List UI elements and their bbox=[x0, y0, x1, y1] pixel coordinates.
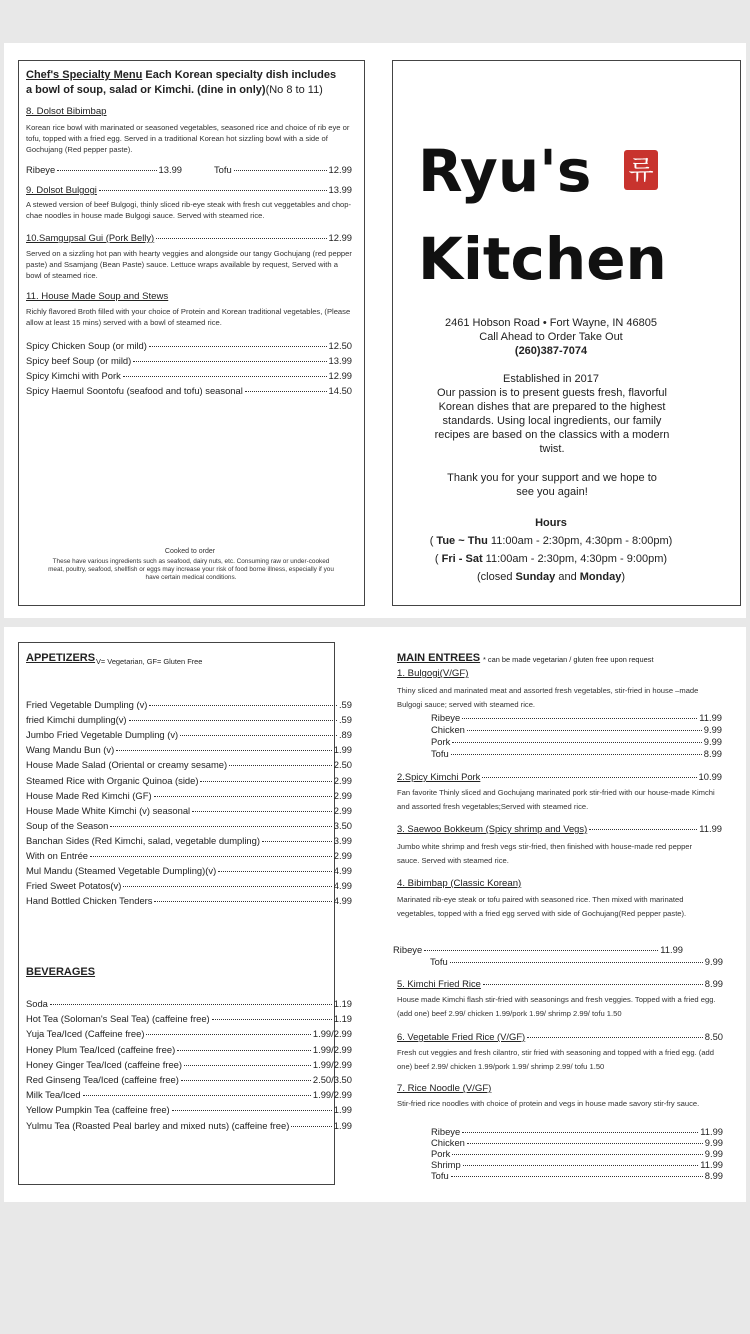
rice-noodle-desc: Stir-fried rice noodles with choice of protein and vegs in house made savory stir-fry sauce. bbox=[397, 1099, 700, 1108]
hours-tue-thu-days: Tue ~ Thu bbox=[436, 535, 488, 547]
beverage-row-price: 1.19 bbox=[333, 1013, 352, 1025]
closed-and: and bbox=[558, 571, 577, 583]
rice-noodle-option-row-name: Tofu bbox=[431, 1170, 449, 1181]
appetizer-row bbox=[26, 820, 352, 831]
kimchi-pork-desc: Fan favorite Thinly sliced and Gochujang marinated pork stir-fried with our house-made Kimchi and assorted fresh vegetables;Served with steamed rice. bbox=[397, 788, 715, 811]
address: 2461 Hobson Road • Fort Wayne, IN 46805 bbox=[445, 317, 657, 329]
logo-line1: Ryu's bbox=[418, 137, 592, 205]
dolsot-bulgogi-row bbox=[26, 184, 352, 195]
rice-noodle-option-row-price: 11.99 bbox=[700, 1126, 723, 1137]
appetizer-row bbox=[26, 759, 352, 770]
soup-price: 12.99 bbox=[328, 370, 352, 381]
cooked-to-order-title: Cooked to order bbox=[164, 548, 216, 555]
chef-specialty-sub: a bowl of soup, salad or Kimchi. (dine in only) bbox=[26, 84, 266, 96]
appetizer-row-name: Hand Bottled Chicken Tenders bbox=[26, 895, 153, 907]
veg-rice-desc: Fresh cut veggies and fresh cilantro, stir fried with seasoning and topped with a fried egg. (add one) beef 2.99/ chicken 1.99/pork 1.99/ shrimp 2.99/ tofu 1.50 bbox=[397, 1048, 715, 1071]
hours-title: Hours bbox=[535, 517, 567, 529]
appetizer-row-price: 2.99 bbox=[333, 850, 352, 861]
beverage-row-name: Honey Plum Tea/Iced (caffeine free) bbox=[26, 1043, 176, 1055]
beverage-row bbox=[26, 1028, 352, 1039]
beverage-row-name: Hot Tea (Soloman's Seal Tea) (caffeine free) bbox=[26, 1013, 210, 1025]
appetizer-row-price: .59 bbox=[338, 714, 352, 726]
closed-sunday: Sunday bbox=[515, 571, 556, 583]
main-entrees-title: MAIN ENTREES bbox=[397, 652, 481, 664]
appetizer-row-price: 3.50 bbox=[333, 819, 352, 831]
beverage-row bbox=[26, 1044, 352, 1055]
soup-row bbox=[26, 385, 352, 396]
appetizer-row-price: 3.99 bbox=[333, 834, 352, 846]
dolsot-bibimbap-ribeye-label: Ribeye bbox=[26, 164, 56, 175]
appetizer-row-name: Fried Vegetable Dumpling (v) bbox=[26, 699, 148, 710]
call-ahead: Call Ahead to Order Take Out bbox=[479, 331, 623, 343]
rice-noodle-option-row-name: Shrimp bbox=[431, 1159, 461, 1170]
kimchi-rice-title: 5. Kimchi Fried Rice bbox=[397, 978, 481, 989]
samgupsal-desc: Served on a sizzling hot pan with hearty veggies and alongside our tangy Gochujang (red pepper paste) and Ssamjang (Bean Paste) sauce. Lettuce wraps available by request, Served with a bowl of steamed rice. bbox=[26, 249, 352, 280]
beverage-row-price: 1.99/2.99 bbox=[312, 1058, 352, 1070]
beverage-row bbox=[26, 1059, 352, 1070]
bulgogi-option-row-name: Chicken bbox=[431, 724, 465, 735]
kimchi-pork-row bbox=[397, 771, 722, 782]
main-entrees-note: * can be made vegetarian / gluten free upon request bbox=[483, 655, 654, 664]
dolsot-bibimbap-tofu-price: 12.99 bbox=[328, 164, 352, 175]
appetizer-row-price: 2.50 bbox=[333, 759, 352, 771]
appetizer-row bbox=[26, 744, 352, 755]
chef-specialty-title: Chef's Specialty Menu bbox=[26, 69, 143, 81]
established: Established in 2017 bbox=[502, 373, 599, 385]
phone[interactable]: (260)387-7074 bbox=[514, 345, 588, 357]
beverage-row bbox=[26, 1104, 352, 1115]
rice-noodle-option-row bbox=[431, 1126, 723, 1137]
appetizer-row bbox=[26, 850, 352, 861]
samgupsal-row bbox=[26, 232, 352, 243]
dolsot-bibimbap-ribeye-row bbox=[26, 164, 182, 175]
appetizer-row-price: .89 bbox=[338, 729, 352, 741]
saewoo-row bbox=[397, 823, 722, 834]
appetizer-row-name: Banchan Sides (Red Kimchi, salad, vegetable dumpling) bbox=[26, 834, 260, 846]
appetizer-row-name: House Made Red Kimchi (GF) bbox=[26, 789, 152, 801]
bibimbap-ribeye-row bbox=[393, 944, 683, 955]
bulgogi-title: 1. Bulgogi(V/GF) bbox=[397, 668, 469, 679]
appetizer-row-name: Fried Sweet Potatos(v) bbox=[26, 880, 122, 892]
chef-specialty-title-rest: Each Korean specialty dish includes bbox=[145, 69, 337, 81]
appetizer-row-name: Mul Mandu (Steamed Vegetable Dumpling)(v) bbox=[26, 865, 217, 877]
rice-noodle-option-row bbox=[431, 1159, 723, 1170]
appetizer-row bbox=[26, 775, 352, 786]
beverage-row-name: Yellow Pumpkin Tea (caffeine free) bbox=[26, 1104, 170, 1116]
soup-name: Spicy Chicken Soup (or mild) bbox=[26, 340, 147, 351]
bulgogi-option-row bbox=[431, 736, 722, 747]
appetizer-row bbox=[26, 714, 352, 725]
kimchi-rice-price: 8.99 bbox=[704, 978, 723, 989]
rice-noodle-option-row bbox=[431, 1170, 723, 1181]
appetizer-row-price: 1.99 bbox=[333, 744, 352, 756]
appetizer-row-price: 2.99 bbox=[333, 774, 352, 786]
appetizer-row bbox=[26, 895, 352, 906]
hours-fri-sat: ( Fri - Sat 11:00am - 2:30pm, 4:30pm - 9:00pm) bbox=[434, 553, 668, 565]
bibimbap-tofu-price: 9.99 bbox=[704, 956, 723, 967]
bulgogi-option-row-price: 9.99 bbox=[703, 736, 722, 747]
appetizer-row-name: House Made Salad (Oriental or creamy sesame) bbox=[26, 759, 228, 771]
bulgogi-option-row-name: Pork bbox=[431, 736, 451, 747]
appetizer-row bbox=[26, 805, 352, 816]
kimchi-pork-price: 10.99 bbox=[698, 771, 722, 782]
soup-name: Spicy Kimchi with Pork bbox=[26, 370, 121, 381]
beverage-row-price: 1.99/2.99 bbox=[312, 1089, 352, 1101]
appetizer-row bbox=[26, 699, 352, 710]
thanks-text: Thank you for your support and we hope to see you again! bbox=[447, 472, 657, 498]
beverage-row-name: Soda bbox=[26, 998, 48, 1009]
bulgogi-option-row-price: 8.99 bbox=[703, 748, 722, 759]
soup-section-title: 11. House Made Soup and Stews bbox=[26, 291, 169, 302]
rice-noodle-option-row-price: 11.99 bbox=[700, 1159, 723, 1170]
beverage-row bbox=[26, 1074, 352, 1085]
beverage-row-name: Honey Ginger Tea/Iced (caffeine free) bbox=[26, 1058, 182, 1070]
rice-noodle-option-row-name: Chicken bbox=[431, 1137, 465, 1148]
bibimbap-tofu-label: Tofu bbox=[430, 956, 448, 967]
hours-fri-sat-days: Fri - Sat bbox=[441, 553, 483, 565]
appetizer-row-price: .59 bbox=[338, 699, 352, 710]
dolsot-bulgogi-desc: A stewed version of beef Bulgogi, thinly sliced rib-eye steak with fresh cut veggetables and chop-chae noodles in house made Bulgogi sauce. Served with steamed rice. bbox=[26, 200, 352, 220]
beverage-row-price: 1.19 bbox=[333, 998, 352, 1009]
rice-noodle-option-row-name: Ribeye bbox=[431, 1126, 461, 1137]
bulgogi-desc: Thiny sliced and marinated meat and assorted fresh vegetables, stir-fried in house –made Bulgogi sauce; served with steamed rice. bbox=[397, 686, 699, 709]
soup-price: 12.50 bbox=[328, 340, 352, 351]
dolsot-bulgogi-price: 13.99 bbox=[328, 184, 352, 195]
beverage-row-price: 1.99 bbox=[333, 1119, 352, 1131]
appetizer-row-price: 4.99 bbox=[333, 880, 352, 892]
appetizer-row-name: Jumbo Fried Vegetable Dumpling (v) bbox=[26, 729, 179, 741]
dolsot-bibimbap-tofu-label: Tofu bbox=[214, 164, 232, 175]
bibimbap-tofu-row bbox=[430, 956, 723, 967]
beverage-row bbox=[26, 1120, 352, 1131]
appetizer-row bbox=[26, 790, 352, 801]
beverage-row-price: 1.99 bbox=[333, 1104, 352, 1116]
soup-name: Spicy Haemul Soontofu (seafood and tofu) seasonal bbox=[26, 385, 243, 396]
appetizer-row-price: 2.99 bbox=[333, 789, 352, 801]
appetizer-row-price: 4.99 bbox=[333, 895, 352, 907]
bibimbap-ribeye-price: 11.99 bbox=[660, 944, 683, 955]
soup-row bbox=[26, 340, 352, 351]
cooked-to-order-warning: These have various ingredients such as seafood, dairy nuts, etc. Consuming raw or under-cooked meat, poultry, seafood, shellfish or eggs may increase your risk of food borne illness, especially if you have certain medical conditions. bbox=[48, 558, 334, 581]
closed-days bbox=[392, 570, 710, 584]
rice-noodle-title: 7. Rice Noodle (V/GF) bbox=[397, 1083, 492, 1094]
kimchi-rice-desc: House made Kimchi flash stir-fried with seasonings and fresh veggies. Topped with a fried egg. (add one) beef 2.99/ chicken 1.99/pork 1.99/ shrimp 2.99/ tofu 1.50 bbox=[397, 995, 716, 1018]
beverage-row bbox=[26, 1013, 352, 1024]
rice-noodle-option-row bbox=[431, 1148, 723, 1159]
closed-monday: Monday bbox=[579, 571, 622, 583]
saewoo-desc: Jumbo white shrimp and fresh vegs stir-fried, then finished with house-made red pepper sauce. Served with steamed rice. bbox=[397, 842, 693, 865]
hours-fri-sat-times: 11:00am - 2:30pm, 4:30pm - 9:00pm) bbox=[485, 553, 668, 565]
appetizer-row-price: 2.99 bbox=[333, 804, 352, 816]
beverage-row-name: Yuja Tea/Iced (Caffeine free) bbox=[26, 1028, 145, 1040]
bulgogi-option-row-price: 11.99 bbox=[699, 712, 722, 723]
saewoo-title: 3. Saewoo Bokkeum (Spicy shrimp and Vegs) bbox=[397, 823, 588, 834]
bulgogi-option-row bbox=[431, 712, 722, 723]
beverages-title: BEVERAGES bbox=[26, 966, 96, 978]
saewoo-price: 11.99 bbox=[699, 823, 722, 834]
bulgogi-option-row-name: Ribeye bbox=[431, 712, 461, 723]
rice-noodle-option-row bbox=[431, 1137, 723, 1148]
appetizer-row-name: With on Entrée bbox=[26, 850, 89, 861]
appetizer-row-name: Soup of the Season bbox=[26, 819, 109, 831]
hours-tue-thu-times: 11:00am - 2:30pm, 4:30pm - 8:00pm) bbox=[490, 535, 673, 547]
rice-noodle-option-row-price: 9.99 bbox=[704, 1148, 723, 1159]
passion-text: Our passion is to present guests fresh, flavorful Korean dishes that are prepared to the highest standards. Using local ingredients, our family recipes are based on the classics with a modern twist. bbox=[434, 387, 670, 455]
rice-noodle-option-row-name: Pork bbox=[431, 1148, 451, 1159]
bibimbap-desc: Marinated rib-eye steak or tofu paired with seasoned rice. Then mixed with marinated vegetables, topped with a fried egg served with side of Gochujang(Red pepper paste). bbox=[397, 895, 687, 918]
chef-specialty-sub-paren: (No 8 to 11) bbox=[265, 84, 323, 96]
hours-tue-thu: ( Tue ~ Thu 11:00am - 2:30pm, 4:30pm - 8:00pm) bbox=[429, 535, 673, 547]
chef-specialty-heading bbox=[26, 68, 356, 98]
appetizer-row bbox=[26, 835, 352, 846]
veg-rice-title: 6. Vegetable Fried Rice (V/GF) bbox=[397, 1031, 526, 1042]
beverage-row-name: Red Ginseng Tea/Iced (caffeine free) bbox=[26, 1074, 179, 1085]
appetizers-legend: V= Vegetarian, GF= Gluten Free bbox=[96, 657, 203, 666]
appetizer-row bbox=[26, 865, 352, 876]
dolsot-bibimbap-title: 8. Dolsot Bibimbap bbox=[26, 106, 107, 117]
beverage-row bbox=[26, 1089, 352, 1100]
rice-noodle-option-row-price: 9.99 bbox=[704, 1137, 723, 1148]
beverage-row-name: Yulmu Tea (Roasted Peal barley and mixed nuts) (caffeine free) bbox=[26, 1119, 290, 1131]
appetizers-title: APPETIZERS bbox=[26, 652, 96, 664]
beverage-row-price: 2.50/3.50 bbox=[312, 1074, 352, 1085]
soup-price: 13.99 bbox=[328, 355, 352, 366]
bibimbap-title: 4. Bibimbap (Classic Korean) bbox=[397, 878, 522, 889]
bulgogi-option-row-name: Tofu bbox=[431, 748, 449, 759]
soup-row bbox=[26, 355, 352, 366]
kimchi-pork-title: 2.Spicy Kimchi Pork bbox=[397, 771, 481, 782]
beverage-row-price: 1.99/2.99 bbox=[312, 1043, 352, 1055]
soup-section-desc: Richly flavored Broth filled with your choice of Protein and Korean traditional vegetables, (Please allow at least 15 mins) served with a bowl of steamed rice. bbox=[26, 307, 351, 327]
beverage-row-name: Milk Tea/Iced bbox=[26, 1089, 81, 1101]
bulgogi-option-row-price: 9.99 bbox=[703, 724, 722, 735]
appetizer-row-price: 4.99 bbox=[333, 865, 352, 877]
soup-name: Spicy beef Soup (or mild) bbox=[26, 355, 132, 366]
beverage-row bbox=[26, 998, 352, 1009]
bibimbap-ribeye-label: Ribeye bbox=[393, 944, 423, 955]
logo-line2: Kitchen bbox=[418, 225, 667, 293]
veg-rice-price: 8.50 bbox=[704, 1031, 723, 1042]
bulgogi-option-row bbox=[431, 748, 722, 759]
appetizer-row-name: fried Kimchi dumpling(v) bbox=[26, 714, 127, 726]
appetizer-row-name: House Made White Kimchi (v) seasonal bbox=[26, 804, 191, 816]
dolsot-bibimbap-desc: Korean rice bowl with marinated or seasoned vegetables, seasoned rice and choice of rib eye or tofu, topped with a fried egg. Served in a traditional Korean hot sizzling bowl with a side of Gochujang (Red pepper paste). bbox=[26, 123, 350, 154]
dolsot-bulgogi-title: 9. Dolsot Bulgogi bbox=[26, 184, 97, 195]
samgupsal-price: 12.99 bbox=[328, 232, 352, 243]
appetizer-row-name: Wang Mandu Bun (v) bbox=[26, 744, 115, 756]
logo-stamp: 류 bbox=[624, 150, 658, 190]
veg-rice-row bbox=[397, 1031, 723, 1042]
soup-price: 14.50 bbox=[328, 385, 352, 396]
bulgogi-option-row bbox=[431, 724, 722, 735]
beverage-row-price: 1.99/2.99 bbox=[312, 1028, 352, 1040]
dolsot-bibimbap-ribeye-price: 13.99 bbox=[158, 164, 182, 175]
appetizer-row-name: Steamed Rice with Organic Quinoa (side) bbox=[26, 774, 199, 786]
kimchi-rice-row bbox=[397, 978, 723, 989]
soup-row bbox=[26, 370, 352, 381]
appetizer-row bbox=[26, 880, 352, 891]
closed-post: ) bbox=[621, 571, 625, 583]
appetizer-row bbox=[26, 729, 352, 740]
closed-pre: (closed bbox=[477, 571, 513, 583]
rice-noodle-option-row-price: 8.99 bbox=[704, 1170, 723, 1181]
dolsot-bibimbap-tofu-row bbox=[214, 164, 352, 175]
samgupsal-title: 10.Samgupsal Gui (Pork Belly) bbox=[26, 232, 155, 243]
